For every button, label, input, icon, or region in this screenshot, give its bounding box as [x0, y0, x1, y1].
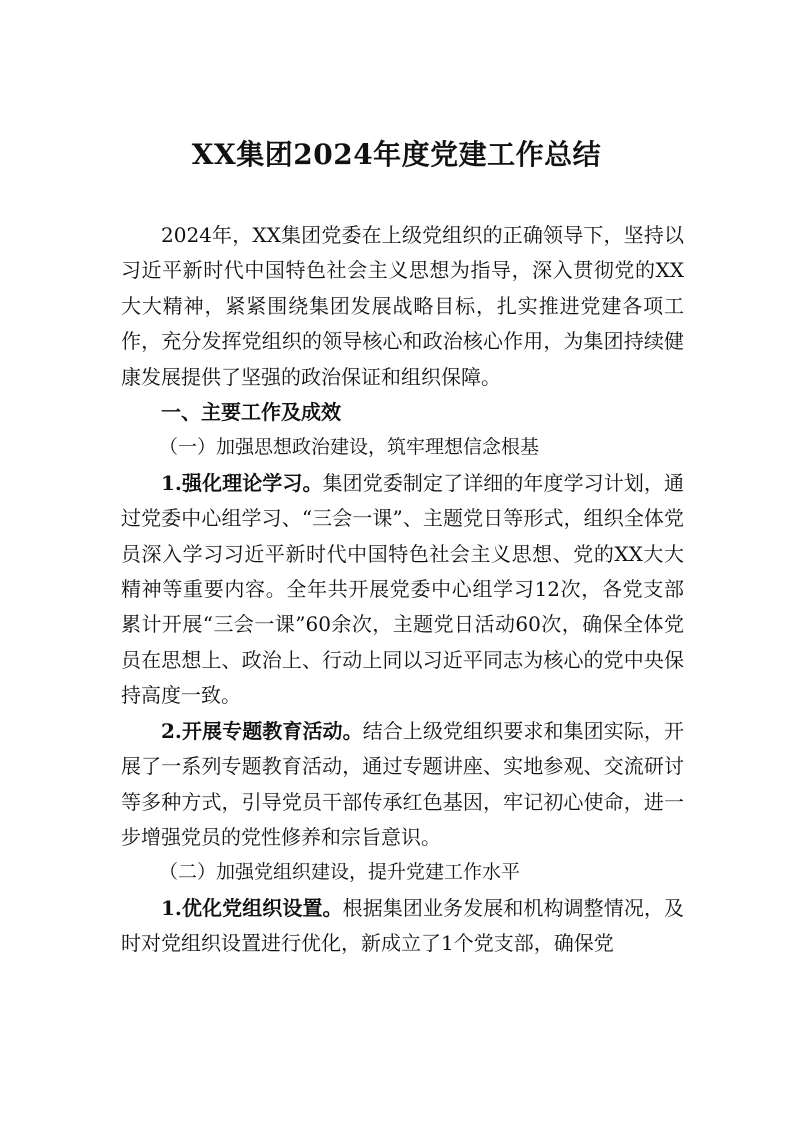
section-heading-1: 一、主要工作及成效	[161, 400, 341, 425]
subsection-heading-1: （一）加强思想政治建设，筑牢理想信念根基	[159, 436, 540, 459]
item-paragraph-3	[121, 891, 684, 962]
item-paragraph-2	[121, 714, 684, 856]
intro-paragraph: 2024年，XX集团党委在上级党组织的正确领导下，坚持以习近平新时代中国特色社会主义思想为指导，深入贯彻党的XX大大精神，紧紧围绕集团发展战略目标，扎实推进党建各项工作，充分发挥党组织的领导核心和政治核心作用，为集团持续健康发展提供了坚强的政治保证和组织保障。	[121, 223, 684, 389]
item-lead-1: 1.强化理论学习。	[161, 470, 323, 495]
item-lead-3: 1.优化党组织设置。	[161, 895, 343, 920]
item-text-3: 根据集团业务发展和机构调整情况，及时对党组织设置进行优化，新成立了1个党支部，确保党	[121, 895, 684, 956]
subsection-heading-2: （二）加强党组织建设，提升党建工作水平	[159, 861, 521, 884]
item-text-1: 集团党委制定了详细的年度学习计划，通过党委中心组学习、“三会一课”、主题党日等形式，组织全体党员深入学习习近平新时代中国特色社会主义思想、党的XX大大精神等重要内容。全年共开展党委中心组学习12次，各党支部累计开展“三会一课”60余次，主题党日活动60次，确保全体党员在思想上、政治上、行动上同以习近平同志为核心的党中央保持高度一致。	[121, 470, 684, 708]
document-title: XX集团2024年度党建工作总结	[191, 138, 602, 171]
document-body	[121, 218, 684, 962]
item-text-2: 结合上级党组织要求和集团实际，开展了一系列专题教育活动，通过专题讲座、实地参观、交流研讨等多种方式，引导党员干部传承红色基因，牢记初心使命，进一步增强党员的党性修养和宗旨意识。	[121, 718, 684, 849]
item-lead-2: 2.开展专题教育活动。	[161, 718, 363, 743]
item-paragraph-1	[121, 466, 684, 714]
